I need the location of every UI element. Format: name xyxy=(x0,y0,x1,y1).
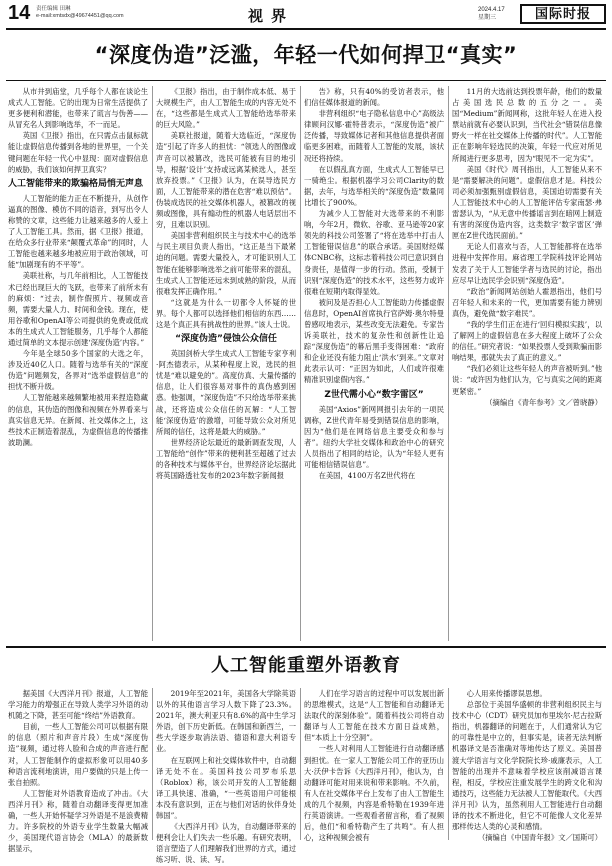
email-line: e-mail:xmtsdx@49674451@qq.com xyxy=(36,13,124,19)
subheading: Z世代需小心“数字雷区” xyxy=(324,389,424,400)
section-title: 视界 xyxy=(248,9,295,25)
article2-column-4 xyxy=(452,688,602,843)
paragraph: 今年是全球50多个国家的大选之年，涉及近40亿人口。随着与选举有关的“深度伪造”问题频发，各界对“选举虚假信息”的担忧不断升级。 xyxy=(8,349,148,392)
editor-line: 责任编辑 田琳 xyxy=(36,6,71,12)
paragraph: 无论人们喜欢与否，人工智能都将在选举进程中发挥作用。麻省理工学院科技评论网站发表了关于人工智能学者与选民的讨论，指出应尽早让选民学会识别“深度伪造”。 xyxy=(452,242,602,285)
column-divider xyxy=(152,86,153,641)
column-divider xyxy=(448,688,449,840)
article2-column-3 xyxy=(304,688,444,843)
issue-date xyxy=(478,6,505,22)
paragraph: 美国非营利组织民主与技术中心的选举与民主项目负责人指出，“这正是当下最紧迫的问题。需要大量投入，才可能识别人工智能在能够影响选举之前可能带来的混乱，生成式人工智能还远未到成熟的阶段，从而很难发挥正确作用。” xyxy=(156,231,296,296)
paragraph: 从市井到庙堂，几乎每个人都在谈论生成式人工智能。它的出现为日常生活提供了更多便利和潜能，也带来了谎言与伪善——从冒充名人到影响选举，不一而足。 xyxy=(8,87,148,130)
article1-headline: “深度伪造”泛滥，年轻一代如何捍卫“真实” xyxy=(94,43,518,67)
paragraph: 据美国《大西洋月刊》报道，人工智能学习能力的增强正在导致人类学习外语的动机随之下降，甚至可能“终结”外语教育。 xyxy=(8,689,148,721)
paragraph: 美国“Axios”新网网报引去年的一项民调称，Z世代青年易受到错误信息的影响，因为“他们是在网络信息主要受众和参与者”。纽约大学社交媒体和政治中心的研究人员指出了相同的结论，认为“年轻人更有可能相信错误信息”。 xyxy=(304,404,444,469)
article2-column-2 xyxy=(156,688,296,865)
paragraph: 英国《卫报》指出，在只需点击鼠标就能让虚假信息传播到各地的世界里，一个关键问题在年轻一代心中显现：面对虚假信息的威胁，我们该如何捍卫真实？ xyxy=(8,131,148,174)
weekday-line: 星期三 xyxy=(478,15,497,21)
editor-info xyxy=(36,6,124,20)
article-separator xyxy=(6,646,606,648)
paragraph: 告》称，只有40%的受访者表示，他们信任媒体报道的新闻。 xyxy=(304,87,444,108)
column-divider xyxy=(300,688,301,840)
paragraph: 2019年至2021年，美国各大学除英语以外的其他语言学习人数下降了23.3%。2021年，澳大利亚只有8.6%的高中生学习外语，创下历史新低。在韩国和新西兰，一些大学逐步取消法语、德语和意大利语专业。 xyxy=(156,689,296,754)
paragraph: 《卫报》指出，由于制作成本低、易于大规模生产，由人工智能生成的内容无处不在，“这些都是生成式人工智能给选举带来的巨大风险。” xyxy=(156,87,296,130)
header-rule xyxy=(6,28,606,30)
paragraph: 心人用来传播谬误思想。 xyxy=(466,689,547,698)
paragraph: 一些人对利用人工智能进行自动翻译感到担忧。在一家人工智能公司工作的亚历山大·沃伊卡告诉《大西洋月刊》，他认为，自动翻译可能对用来说和带来影响。不久前，有人在社交媒体平台上发布了由人工智能生成的几个视频，内容是希特勒在1939年进行英语演讲。一些观看者留言称，看了视频后，他们“和希特勒产生了共鸣”。有人担心，这种视频会被有 xyxy=(304,744,444,843)
paragraph: “政治”新闻网站创始人霍恩指出，他们号召年轻人和未来的一代，更加需要有能力辨别真伪，避免做“数字难民”。 xyxy=(452,286,602,318)
article1-column-1 xyxy=(8,86,148,641)
paragraph: 目前，一些人工智能公司可以根据有限的信息（照片和声音片段）生成“深度伪造”视频，通过将人脸和合成的声音进行配对，人工智能制作的虚拟形象可以用40多种语言流利地演讲，用户要做的只是上传一张自拍照。 xyxy=(8,722,148,787)
source-credit: （摘编自《中国青年报》文／国斯可） xyxy=(477,833,602,843)
paragraph: 世界经济论坛最近的最新调查发现，人工智能给“创作”带来的便利甚至超越了过去的各种技术与媒体平台，世界经济论坛据此将英国路透社发布的2023年数字新闻报 xyxy=(156,437,296,481)
column-divider xyxy=(448,86,449,641)
article1-column-4 xyxy=(452,86,602,641)
article2-column-1 xyxy=(8,688,148,854)
paragraph: 在以假乱真方面，生成式人工智能早已一骑绝尘。根据机器学习公司Clarity的数据，去年，与选举相关的“深度伪造”数量同比增长了900%。 xyxy=(304,164,444,207)
headline-rule xyxy=(6,80,606,81)
paragraph: 英国剑桥大学生成式人工智能专家亨利·阿杰德表示，从某种程度上说，选民的担忧是“难以避免的”。高度仿真、大量传播的信息，让人们很容易对事件的真伪感到困惑。他强调，“深度伪造”不只给选举带来挑战，还将造成公众信任的瓦解：“人工智能‘深度伪造’的激增，可能导致公众对所见所闻的信任，这将是最大的威胁。” xyxy=(156,349,296,436)
paragraph: “我们必须让这些年轻人的声音被听到。”他说：“或许因为他们认为，它与真实之间的距离更紧密。” xyxy=(452,364,602,396)
paragraph: “这就是为什么一切都令人怀疑的世界。每个人都可以选择他们相信的东西……这是个真正具有挑战性的世界。”该人士说。 xyxy=(156,297,296,329)
paragraph: 《大西洋月刊》认为，自动翻译带来的便利会让人们失去一些乐趣。有研究表明，语言塑造了人们理解我们世界的方式，通过练习听、说、读、写。 xyxy=(156,822,296,865)
paragraph: 被问及是否担心人工智能助力传播虚假信息时，OpenAI首席执行官萨姆·奥尔特曼曾感叹地表示，某些改变无法避免。专家告诉美联社，技术的复杂性和创新性让追踪“深度伪造”的幕后黑手变得困难：“政府和企业还没有能力阻止‘洪水’到来。”文章对此表示认可：“正因为如此，人们或许很难精准识别虚假内容。” xyxy=(304,297,444,385)
subheading: “深度伪造”侵蚀公众信任 xyxy=(175,334,277,345)
source-credit: （摘编自《青年参考》文／曾晓静） xyxy=(485,397,602,407)
column-divider xyxy=(300,86,301,641)
paragraph: 总部位于美国华盛顿的非营利组织民主与技术中心（CDT）研究员加布里埃尔·尼古拉斯指出，机器翻译的问题在于，人们通常认为它的可靠性是中立的，但事实是，读者无法判断机器译文是否准确对等地传达了原义。美国普渡大学语言与文化学院院长珍·戚廉表示，人工智能的出现并不意味着学校应该削减语言课程，相反，学校应注重发展学生的跨文化和沟通技巧，这些能力无法被人工智能取代。《大西洋月刊》认为，虽然利用人工智能进行自动翻译的技术不断进化，但它不可能像人文化差异那样传达人类的心灵和感情。 xyxy=(452,700,602,832)
paragraph: 11月的大选前达到投票年龄，他们的数量占美国选民总数的五分之一。美国“Medium”新闻网称，这批年轻人在进入投票站前就有必要认识到，当代社会“错误信息像野火一样在社交媒体上传播的时代”。人工智能正在影响年轻选民的决策，年轻一代应对所见所闻进行更多思考，因为“眼见不一定为实”。 xyxy=(452,87,602,163)
masthead-logo: 国际时报 xyxy=(520,4,606,24)
column-divider xyxy=(152,688,153,840)
paragraph: 人们在学习语言的过程中可以发展出新的思维模式，这是“人工智能和自动翻译无法取代的深刻体验”。随着科技公司将自动翻译与人工智能在技术方面日益成熟，但“本质上十分空洞”。 xyxy=(304,689,444,743)
paragraph: 美联社称，与几年前相比，人工智能技术已经出现巨大的飞跃，也带来了前所未有的麻烦：“过去，制作假照片、视频或音频，需要大量人力、时间和金钱。现在，使用谷歌和OpenAI等公司提供的免费或低成本的生成式人工智能服务，几乎每个人都能通过简单的文本提示创建‘深度伪造’内容。” xyxy=(8,271,148,347)
paragraph: 人工智能越来越频繁地被用来捏造隐藏的信息，其伪造的图像和视频在外界看来与真实信息无异。在新闻、社交媒体之上，这些技术正制造着混乱，为虚假信息的传播推波助澜。 xyxy=(8,393,148,447)
paragraph: 在美国，4100万名Z世代将在 xyxy=(318,471,416,481)
paragraph: “我的学生们正在进行‘回归模拟实践’，以了解网上的虚假信息在多大程度上破坏了公众的信任。”研究者说：“如果投票人受到欺骗而影响结果，那就失去了真正的意义。” xyxy=(452,319,602,363)
date-line: 2024.4.17 xyxy=(478,7,505,13)
subheading: 人工智能带来的欺骗格局悄无声息 xyxy=(8,178,144,189)
paragraph: 美联社报道，随着大选临近，“深度伪造”引起了许多人的担忧：“领选人的图像或声音可以被篡改，选民可能被有目的地引导，根据‘设计’支持或远离某候选人，甚至放弃投票。”《卫报》认为，在误导选民方面，人工智能带来的潜在危害“难以预估”。伪装成选民的社交媒体机器人，被篡改的视频或图像，具有煽动性的机器人电话层出不穷，且难以识别。 xyxy=(156,131,296,230)
paragraph: 人工智能的能力正在不断提升，从创作逼真的图像、模仿不同的语音，到写出令人称赞的文章，这些能力让越来越多的人爱上了人工智能工具。然而，据《卫报》报道，在给众多行业带来“颠覆式革命”的同时，人工智能也越来越多地被应用于政治领域，可能“加剧现有的不平等”。 xyxy=(8,193,148,270)
paragraph: 在互联网上和社交媒体软件中，自动翻译无处不在。美国科技公司罗布乐思（Roblox）称，该公司开发的人工智能翻译工具快速、准确，“一些英语用户可能根本没有意识到，正在与他们对话的伙伴身处韩国”。 xyxy=(156,755,296,821)
paragraph: 人工智能对外语教育造成了冲击。《大西洋月刊》称，随着自动翻译变得更加准确，一些人开始怀疑学习外语是不是浪费精力。许多院校的外语专业学生数量大幅减少，美国现代语言协会（MLA）的最新数据显示， xyxy=(8,788,148,854)
article2-headline: 人工智能重塑外语教育 xyxy=(211,655,401,676)
page-header xyxy=(0,0,612,30)
page-number: 14 xyxy=(8,2,31,24)
paragraph: 美国《时代》周刊指出，人工智能从来不是“需要解决的问题”。虚假信息才是。科技公司必须加强甄别虚假信息，美国迫切需要有关人工智能技术中心的人工智能评估专家南瑟·弗雷瑟认为，“从无意中传播谣言到在暗网上制造有害的深度伪造内容，这类数字‘数字雷区’弹匣在Z世代选民面前。” xyxy=(452,164,602,241)
article1-column-3 xyxy=(304,86,444,641)
article1-column-2 xyxy=(156,86,296,641)
paragraph: 非营利组织“电子隐私信息中心”高级法律顾问汉娜·霍特普表示，“深度伪造”被广泛传播，导致媒体记者和其他信息提供者面临更多困难，而随着人工智能的发展，该状况还将持续。 xyxy=(304,109,444,163)
paragraph: 为减少人工智能对大选带来的不利影响，今年2月，微软、谷歌、亚马逊等20家领先的科技公司签署了“将在选举中打击人工智能错误信息”的联合承诺。美国财经媒体CNBC称，这标志着科技公司已意识到自身责任，是值得一步的行动。然而，受制于识别“深度伪造”的技术水平，这些努力或许很难在短期内取得显效。 xyxy=(304,209,444,296)
